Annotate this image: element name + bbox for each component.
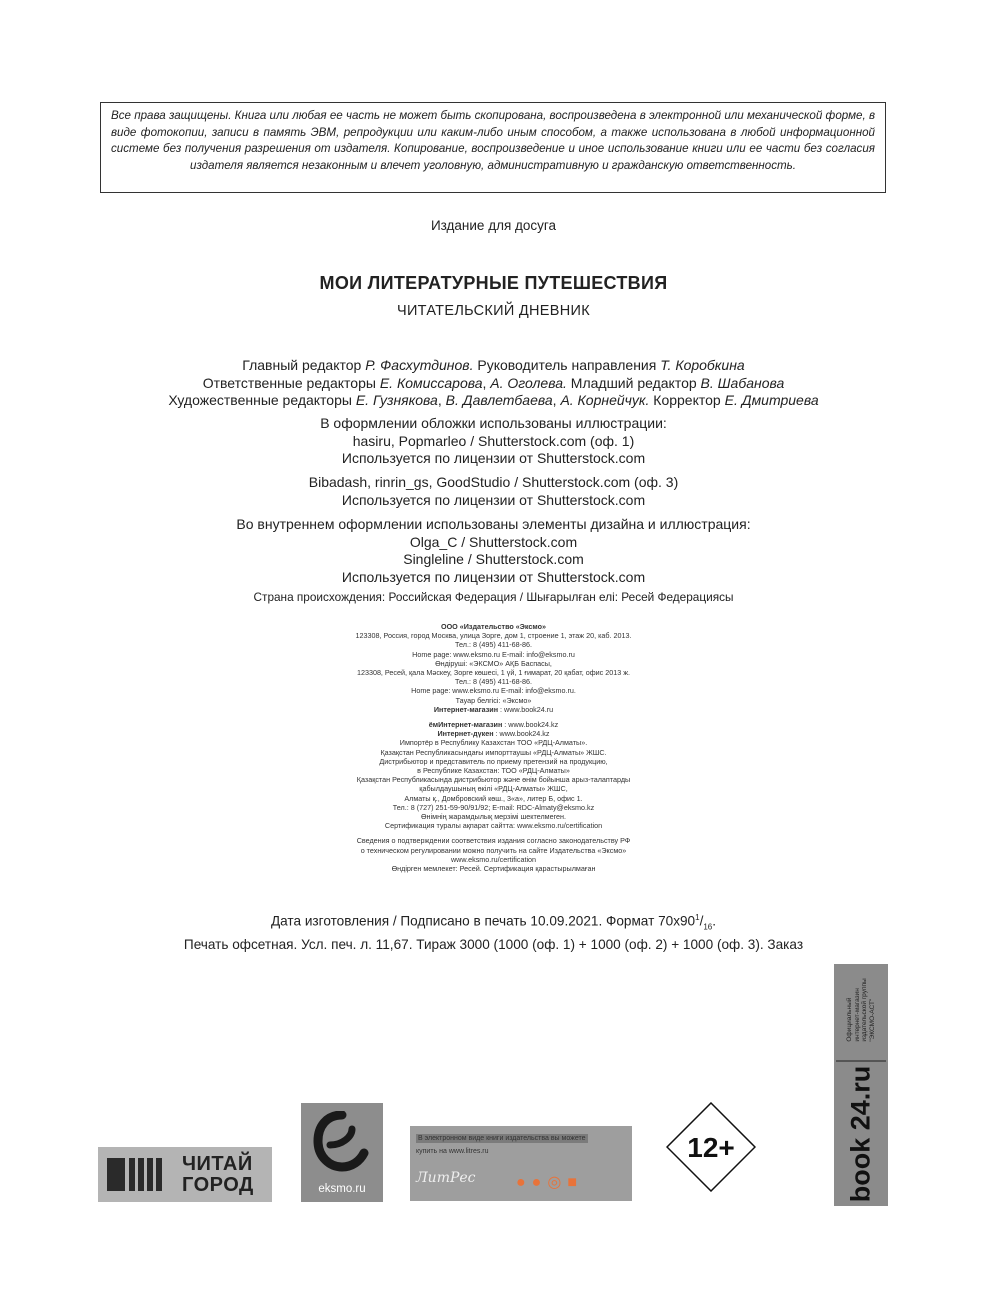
trademark: Тауар белгісі: «Эксмо»	[455, 695, 532, 705]
publisher-name: ООО «Издательство «Эксмо»	[440, 622, 546, 631]
kz-web: Home page: www.eksmo.ru E-mail: info@eksmo.ru.	[411, 686, 576, 696]
cert-line-3: www.eksmo.ru/certification	[450, 854, 537, 864]
almaty-address: Алматы қ., Домбровский көш., 3«а», литер Б, офис 1.	[404, 793, 583, 803]
kz-producer: Өндіруші: «ЭКСМО» АҚБ Баспасы,	[435, 658, 552, 668]
publisher-web: Home page: www.eksmo.ru E-mail: info@eksmo.ru	[412, 649, 575, 659]
litres-brand: ЛитРес	[416, 1170, 476, 1186]
cert-line-1: Сведения о подтверждении соответствия издания согласно законодательству РФ	[356, 836, 631, 846]
distributor-kz-2: қабылдаушының өкілі «РДЦ-Алматы» ЖШС,	[419, 784, 568, 794]
publisher-address: 123308, Россия, город Москва, улица Зорге, дом 1, строение 1, этаж 20, каб. 2013.	[355, 631, 632, 641]
rights-notice: Все права защищены. Книга или любая ее часть не может быть скопирована, воспроизведена в электронной или механической форме, в виде фотокопии, записи в память ЭВМ, репродукции или каким-либо иным способом, а также использована в любой информационной системе без получения разрешения от издателя. Копирование, воспроизведение и иное использование книги или ее части без согласия издателя является незаконным и влечет уголовную, административную и гражданскую ответственность.	[100, 102, 886, 193]
android-icon: ●	[531, 1174, 548, 1191]
chitai-gorod-bars-icon	[107, 1156, 175, 1193]
windows-icon: ■	[567, 1174, 583, 1191]
eksmo-logo[interactable]	[301, 1103, 383, 1202]
cert-kz: Сертификация туралы ақпарат сайтта: www.eksmo.ru/certification	[384, 821, 603, 831]
cover-credit-1: hasiru, Popmarleo / Shutterstock.com (оф. 1)	[352, 432, 635, 449]
inner-license: Используется по лицензии от Shutterstock.com	[341, 568, 646, 585]
litres-text-1: В электронном виде книги издательства вы можете	[418, 1135, 586, 1142]
cert-line-2: о техническом регулировании можно получить на сайте Издательства «Эксмо»	[360, 845, 627, 855]
online-shop-kz-2: Интернет-дүкен : www.book24.kz	[437, 729, 550, 739]
inner-intro: Во внутреннем оформлении использованы элементы дизайна и иллюстрация:	[236, 516, 751, 532]
inner-credit-2: Singleline / Shutterstock.com	[403, 551, 584, 568]
cert-line-4: Өндірген мемлекет: Ресей. Сертификация қарастырылмаған	[391, 864, 596, 874]
edition-type: Издание для досуга	[430, 218, 557, 233]
eksmo-e-icon	[312, 1111, 372, 1177]
blackberry-icon: ◎	[547, 1174, 568, 1191]
importer-kz: Қазақстан Республикасындағы импорттаушы «РДЦ-Алматы» ЖШС.	[380, 747, 607, 757]
country-of-origin: Страна происхождения: Российская Федерация / Шығарылған елі: Ресей Федерациясы	[253, 590, 734, 604]
credits-line-1: Главный редактор Р. Фасхутдинов. Руководитель направления Т. Коробкина	[242, 357, 745, 373]
book24-divider	[836, 1060, 886, 1062]
shelf-life: Өнімнің жарамдылық мерзімі шектелмеген.	[420, 812, 567, 822]
almaty-tel: Тел.: 8 (727) 251-59-90/91/92; E-mail: RDC-Almaty@eksmo.kz	[392, 802, 595, 812]
inner-credit-1: Olga_C / Shutterstock.com	[409, 533, 578, 550]
cover-license-1: Используется по лицензии от Shutterstock.com	[341, 450, 646, 467]
inner-illustrations	[0, 516, 987, 586]
app-store-icons	[516, 1172, 583, 1192]
credits-line-2: Ответственные редакторы Е. Комиссарова, А. Оголева. Младший редактор В. Шабанова	[202, 374, 785, 391]
cover-credit-3: Bibadash, rinrin_gs, GoodStudio / Shutterstock.com (оф. 3)	[308, 474, 679, 490]
distributor-kz: Қазақстан Республикасында дистрибьютор және өнім бойынша арыз-талаптарды	[356, 775, 631, 785]
cover-intro: В оформлении обложки использованы иллюстрации:	[320, 415, 667, 431]
kz-address: 123308, Ресей, қала Мәскеу, Зорге көшесі, 1 үй, 1 ғимарат, 20 қабат, офис 2013 ж.	[356, 668, 631, 678]
print-data	[0, 909, 987, 953]
book24-url: book 24.ru	[845, 1065, 876, 1203]
litres-text-2: купить на www.litres.ru	[416, 1148, 489, 1155]
book24-note: Официальный интернет-магазин издательской группы "ЭКСМО-АСТ"	[846, 978, 876, 1042]
editorial-credits	[0, 357, 987, 410]
apple-icon: ●	[516, 1174, 532, 1191]
credits-line-3: Художественные редакторы Е. Гузнякова, В. Давлетбаева, А. Корнейчук. Корректор Е. Дмитриева	[168, 392, 819, 409]
importer: Импортёр в Республику Казахстан ТОО «РДЦ-Алматы».	[399, 738, 588, 748]
kz-tel: Тел.: 8 (495) 411-68-86.	[455, 677, 532, 687]
book-title: МОИ ЛИТЕРАТУРНЫЕ ПУТЕШЕСТВИЯ	[319, 273, 668, 293]
chitai-word: ЧИТАЙ	[182, 1153, 253, 1175]
litres-banner[interactable]	[410, 1126, 632, 1201]
gorod-word: ГОРОД	[182, 1174, 254, 1196]
book24-logo[interactable]	[834, 964, 888, 1206]
online-shop-kz: ёмИнтернет-магазин : www.book24.kz	[428, 720, 559, 730]
age-rating: 12+	[687, 1132, 735, 1163]
chitai-gorod-logo	[98, 1147, 272, 1202]
publisher-tel: Тел.: 8 (495) 411-68-86.	[455, 640, 532, 650]
cover-license-3: Используется по лицензии от Shutterstock.com	[341, 491, 646, 508]
cover-illustrations	[0, 415, 987, 468]
publisher-imprint	[0, 622, 987, 873]
eksmo-url: eksmo.ru	[318, 1183, 366, 1195]
book-subtitle: ЧИТАТЕЛЬСКИЙ ДНЕВНИК	[396, 303, 590, 319]
print-data-line-2: Печать офсетная. Усл. печ. л. 11,67. Тираж 3000 (1000 (оф. 1) + 1000 (оф. 2) + 1000 (оф. 3). Заказ	[183, 936, 804, 952]
cover-illustrations-3	[0, 474, 987, 509]
distributor: Дистрибьютор и представитель по приему претензий на продукцию,	[379, 756, 608, 766]
age-rating-badge	[666, 1102, 756, 1192]
print-data-line-1: Дата изготовления / Подписано в печать 10.09.2021. Формат $70x90^1/_{16}$.	[270, 913, 717, 932]
online-shop: Интернет-магазин : www.book24.ru	[433, 704, 554, 714]
distributor-2: в Республике Казахстан: ТОО «РДЦ-Алматы»	[417, 766, 570, 776]
